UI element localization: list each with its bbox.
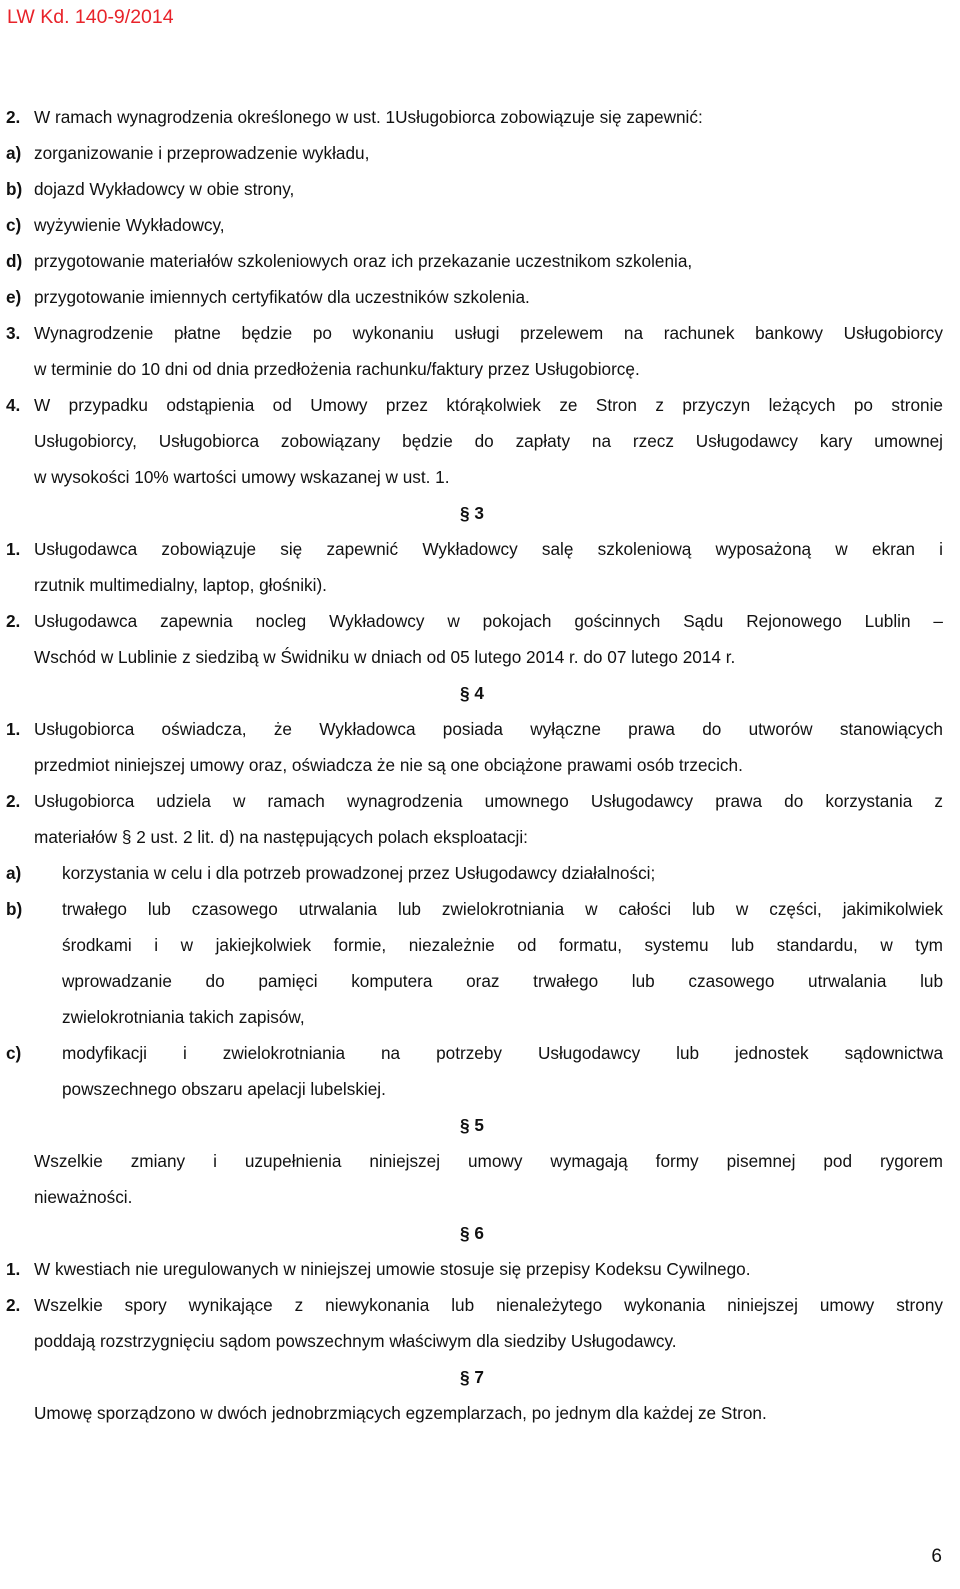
paragraph-text: przedmiot niniejszej umowy oraz, oświadcza że nie są one obciążone prawami osób trzecich. [34, 755, 743, 775]
paragraph-line [0, 639, 960, 675]
section-number: § 6 [460, 1223, 484, 1243]
section-number: § 5 [460, 1115, 484, 1135]
list-label: d) [6, 251, 23, 271]
list-label: a) [6, 143, 22, 163]
list-label: a) [6, 863, 22, 883]
paragraph-2-3 [0, 315, 960, 351]
paragraph-text: Umowę sporządzono w dwóch jednobrzmiących egzemplarzach, po jednym dla każdej ze Stron. [34, 1403, 767, 1423]
list-text: wprowadzanie do pamięci komputera oraz trwałego lub czasowego utrwalania lub [62, 971, 943, 991]
paragraph-text: Wszelkie spory wynikające z niewykonania lub nienależytego wykonania niniejszej umowy strony [34, 1295, 943, 1315]
list-label: c) [6, 1043, 22, 1063]
list-item [0, 135, 960, 171]
paragraph-text: materiałów § 2 ust. 2 lit. d) na następujących polach eksploatacji: [34, 827, 528, 847]
paragraph-number: 1. [6, 539, 21, 559]
paragraph-number: 1. [6, 719, 21, 739]
section-number: § 7 [460, 1367, 484, 1387]
list-item [0, 279, 960, 315]
section-heading-4 [0, 675, 960, 711]
paragraph-text: Wynagrodzenie płatne będzie po wykonaniu usługi przelewem na rachunek bankowy Usługobiorcy [34, 323, 943, 343]
paragraph-6-2 [0, 1287, 960, 1323]
paragraph-line [0, 747, 960, 783]
list-text: środkami i w jakiejkolwiek formie, niezależnie od formatu, systemu lub standardu, w tym [62, 935, 943, 955]
section-number: § 3 [460, 503, 484, 523]
paragraph-2-4 [0, 387, 960, 423]
list-item [0, 1035, 960, 1071]
paragraph-number: 3. [6, 323, 21, 343]
list-label: e) [6, 287, 22, 307]
list-item [0, 855, 960, 891]
paragraph-text: W kwestiach nie uregulowanych w niniejszej umowie stosuje się przepisy Kodeksu Cywilnego. [34, 1259, 751, 1279]
paragraph-line [0, 1179, 960, 1215]
paragraph-7 [0, 1395, 960, 1431]
section-heading-7 [0, 1359, 960, 1395]
section-heading-3 [0, 495, 960, 531]
paragraph-number: 2. [6, 791, 21, 811]
paragraph-number: 2. [6, 107, 21, 127]
list-text: wyżywienie Wykładowcy, [34, 215, 225, 235]
paragraph-4-2 [0, 783, 960, 819]
paragraph-text: W ramach wynagrodzenia określonego w ust. 1Usługobiorca zobowiązuje się zapewnić: [34, 107, 703, 127]
list-item-line [0, 999, 960, 1035]
paragraph-2-2 [0, 99, 960, 135]
list-text: dojazd Wykładowcy w obie strony, [34, 179, 295, 199]
paragraph-text: w terminie do 10 dni od dnia przedłożenia rachunku/faktury przez Usługobiorcę. [34, 359, 640, 379]
list-item-line [0, 927, 960, 963]
paragraph-number: 4. [6, 395, 21, 415]
list-text: zorganizowanie i przeprowadzenie wykładu, [34, 143, 370, 163]
list-item-line [0, 1071, 960, 1107]
list-label: c) [6, 215, 22, 235]
paragraph-number: 1. [6, 1259, 21, 1279]
list-item [0, 207, 960, 243]
section-heading-6 [0, 1215, 960, 1251]
paragraph-6-1 [0, 1251, 960, 1287]
paragraph-text: W przypadku odstąpienia od Umowy przez którąkolwiek ze Stron z przyczyn leżących po stronie [34, 395, 943, 415]
list-item [0, 171, 960, 207]
paragraph-text: Usługobiorcy, Usługobiorca zobowiązany będzie do zapłaty na rzecz Usługodawcy kary umownej [34, 431, 943, 451]
paragraph-number: 2. [6, 611, 21, 631]
paragraph-line [0, 567, 960, 603]
paragraph-text: w wysokości 10% wartości umowy wskazanej w ust. 1. [34, 467, 450, 487]
paragraph-text: Wschód w Lublinie z siedzibą w Świdniku w dniach od 05 lutego 2014 r. do 07 lutego 2014 r. [34, 647, 736, 667]
paragraph-text: rzutnik multimedialny, laptop, głośniki). [34, 575, 327, 595]
list-text: przygotowanie materiałów szkoleniowych oraz ich przekazanie uczestnikom szkolenia, [34, 251, 693, 271]
paragraph-line [0, 423, 960, 459]
section-heading-5 [0, 1107, 960, 1143]
list-text: modyfikacji i zwielokrotniania na potrzeby Usługodawcy lub jednostek sądownictwa [62, 1043, 943, 1063]
list-item-line [0, 963, 960, 999]
paragraph-3-2 [0, 603, 960, 639]
paragraph-line [0, 1323, 960, 1359]
list-label: b) [6, 899, 23, 919]
list-label: b) [6, 179, 23, 199]
paragraph-text: Usługodawca zapewnia nocleg Wykładowcy w pokojach gościnnych Sądu Rejonowego Lublin – [34, 611, 943, 631]
paragraph-4-1 [0, 711, 960, 747]
list-text: korzystania w celu i dla potrzeb prowadzonej przez Usługodawcy działalności; [62, 863, 656, 883]
list-text: zwielokrotniania takich zapisów, [62, 1007, 305, 1027]
list-text: trwałego lub czasowego utrwalania lub zwielokrotniania w całości lub w części, jakimikolwiek [62, 899, 943, 919]
document-reference: LW Kd. 140-9/2014 [7, 6, 174, 28]
list-text: powszechnego obszaru apelacji lubelskiej. [62, 1079, 386, 1099]
paragraph-text: Usługobiorca udziela w ramach wynagrodzenia umownego Usługodawcy prawa do korzystania z [34, 791, 943, 811]
paragraph-number: 2. [6, 1295, 21, 1315]
paragraph-text: Usługodawca zobowiązuje się zapewnić Wykładowcy salę szkoleniową wyposażoną w ekran i [34, 539, 943, 559]
section-number: § 4 [460, 683, 484, 703]
paragraph-text: nieważności. [34, 1187, 133, 1207]
list-item [0, 891, 960, 927]
list-item [0, 243, 960, 279]
paragraph-line [0, 819, 960, 855]
paragraph-line [0, 351, 960, 387]
page-number: 6 [931, 1546, 942, 1567]
paragraph-text: poddają rozstrzygnięciu sądom powszechnym właściwym dla siedziby Usługodawcy. [34, 1331, 677, 1351]
paragraph-5 [0, 1143, 960, 1179]
paragraph-3-1 [0, 531, 960, 567]
document-body [0, 99, 960, 1431]
paragraph-text: Usługobiorca oświadcza, że Wykładowca posiada wyłączne prawa do utworów stanowiących [34, 719, 943, 739]
paragraph-line [0, 459, 960, 495]
paragraph-text: Wszelkie zmiany i uzupełnienia niniejszej umowy wymagają formy pisemnej pod rygorem [34, 1151, 943, 1171]
list-text: przygotowanie imiennych certyfikatów dla uczestników szkolenia. [34, 287, 530, 307]
